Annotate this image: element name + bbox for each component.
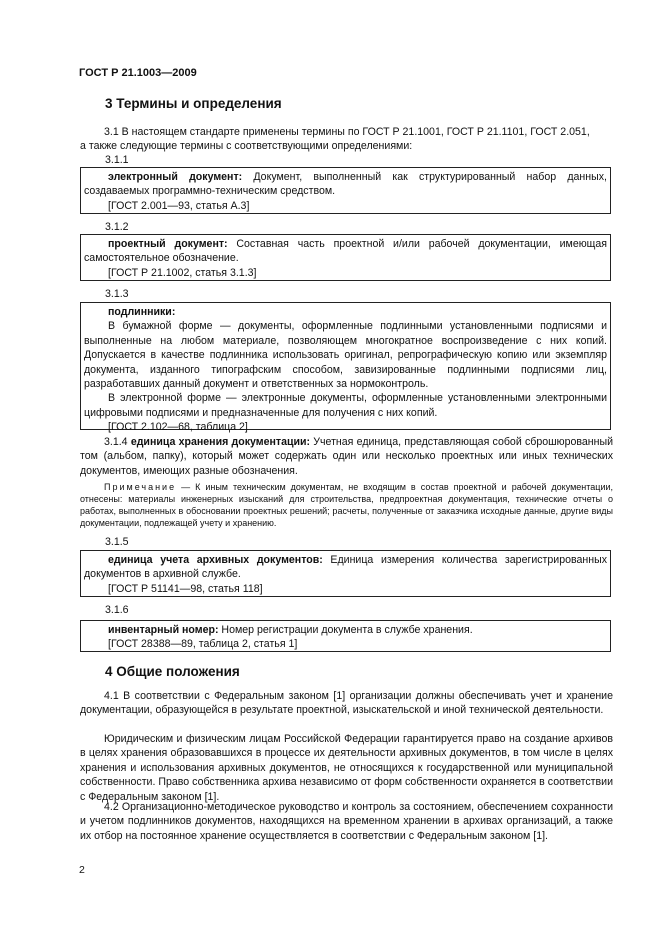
term-text: Учетная единица, представляющая собой сброшюрованный том (альбом, папку), который может содержать один или несколько проектных или иных технических документов, имеющих разные обозначения.: [80, 436, 613, 477]
term-3-1-4: [80, 435, 613, 478]
term-label: электронный документ:: [108, 171, 243, 183]
note-text: — К иным техническим документам, не входящим в состав проектной и рабочей документации, отнесены: материалы инженерных изысканий для строительства, предпроектная документация, технические отчеты о работах, выполненных в обосновании проектных решений; расчеты, полученные от заказчика исходные данные, другие виды документации, подлежащей учету и хранению.: [80, 482, 613, 528]
intro-line-1: 3.1 В настоящем стандарте применены термины по ГОСТ Р 21.1001, ГОСТ Р 21.1101, ГОСТ 2.051,: [104, 126, 590, 138]
term-number-3-1-3: 3.1.3: [105, 288, 129, 300]
term-text: Документ, выполненный как структурированный набор данных, создаваемых программно-техническим средством.: [84, 171, 607, 198]
note: [80, 481, 613, 529]
paragraph-4-1: 4.1 В соответствии с Федеральным законом [1] организации должны обеспечивать учет и хранение документации, образующейся в результате проектной, изыскательской и иной технической деятельности.: [80, 690, 613, 717]
term-number-3-1-4: 3.1.4: [104, 436, 131, 448]
term-label: единица учета архивных документов:: [108, 554, 323, 566]
term-source: [ГОСТ 2.001—93, статья А.3]: [108, 199, 250, 212]
note-label: Примечание: [104, 482, 177, 492]
term-definition: [84, 623, 607, 637]
term-number-3-1-1: 3.1.1: [105, 154, 129, 166]
term-paragraph-2: В электронной форме — электронные документы, оформленные установленными электронными цифровыми подписями и предназначенные для получения с них копий.: [84, 392, 607, 419]
term-box-3-1-2: [80, 234, 611, 281]
term-box-3-1-1: [80, 167, 611, 214]
term-label: инвентарный номер:: [108, 624, 219, 636]
page-number: 2: [79, 864, 85, 876]
term-source: [ГОСТ 28388—89, таблица 2, статья 1]: [108, 638, 298, 651]
term-definition: [84, 237, 607, 266]
paragraph-4-2: 4.2 Организационно-методическое руководство и контроль за состоянием, обеспечением сохранности и учетом подлинников документов, находящихся на временном хранении в архивах организаций, а также их отбор на постоянное хранение осуществляется в соответствии с Федеральным законом [1].: [80, 801, 613, 842]
term-source: [ГОСТ 2.102—68, таблица 2]: [108, 421, 248, 434]
document-header: ГОСТ Р 21.1003—2009: [79, 67, 197, 79]
term-number-3-1-6: 3.1.6: [105, 604, 129, 616]
term-label: подлинники:: [108, 306, 176, 318]
term-definition: [84, 553, 607, 582]
section-4-title: 4 Общие положения: [105, 664, 240, 679]
term-label: проектный документ:: [108, 238, 228, 250]
term-source: [ГОСТ Р 21.1002, статья 3.1.3]: [108, 266, 257, 279]
paragraph-4-1-b: Юридическим и физическим лицам Российской Федерации гарантируется право на создание архивов в целях хранения образовавшихся в процессе их деятельности архивных документов, в том числе в целях хранения и использования архивных документов, не относящихся к государственной или муниципальной собственности. Право собственника архива независимо от форм собственности охраняется в соответствии с Федеральным законом [1].: [80, 733, 613, 803]
term-box-3-1-5: [80, 550, 611, 597]
term-box-3-1-6: [80, 620, 611, 652]
term-text: Номер регистрации документа в службе хранения.: [218, 624, 473, 636]
term-definition: [84, 170, 607, 199]
term-text: Составная часть проектной и/или рабочей документации, имеющая самостоятельное обозначение.: [84, 238, 607, 265]
section-3-title: 3 Термины и определения: [105, 96, 282, 111]
term-number-3-1-5: 3.1.5: [105, 536, 129, 548]
term-box-3-1-3: [80, 302, 611, 434]
term-text: Единица измерения количества зарегистрированных документов в архивной службе.: [84, 554, 607, 581]
term-source: [ГОСТ Р 51141—98, статья 118]: [108, 582, 263, 595]
term-label: единица хранения документации:: [130, 436, 311, 448]
intro-line-2: а также следующие термины с соответствующими определениями:: [80, 140, 413, 153]
term-number-3-1-2: 3.1.2: [105, 221, 129, 233]
section-3-intro: [80, 125, 613, 154]
term-paragraph-1: В бумажной форме — документы, оформленные подлинными установленными подписями и выполненные на любом материале, позволяющем многократное воспроизведение с них копий. Допускается в качестве подлинника использовать оригинал, репрографическую копию или экземпляр документа, изданного типографским способом, завизированные подлинными подписями лиц, разработавших данный документ и ответственных за нормоконтроль.: [84, 320, 607, 391]
